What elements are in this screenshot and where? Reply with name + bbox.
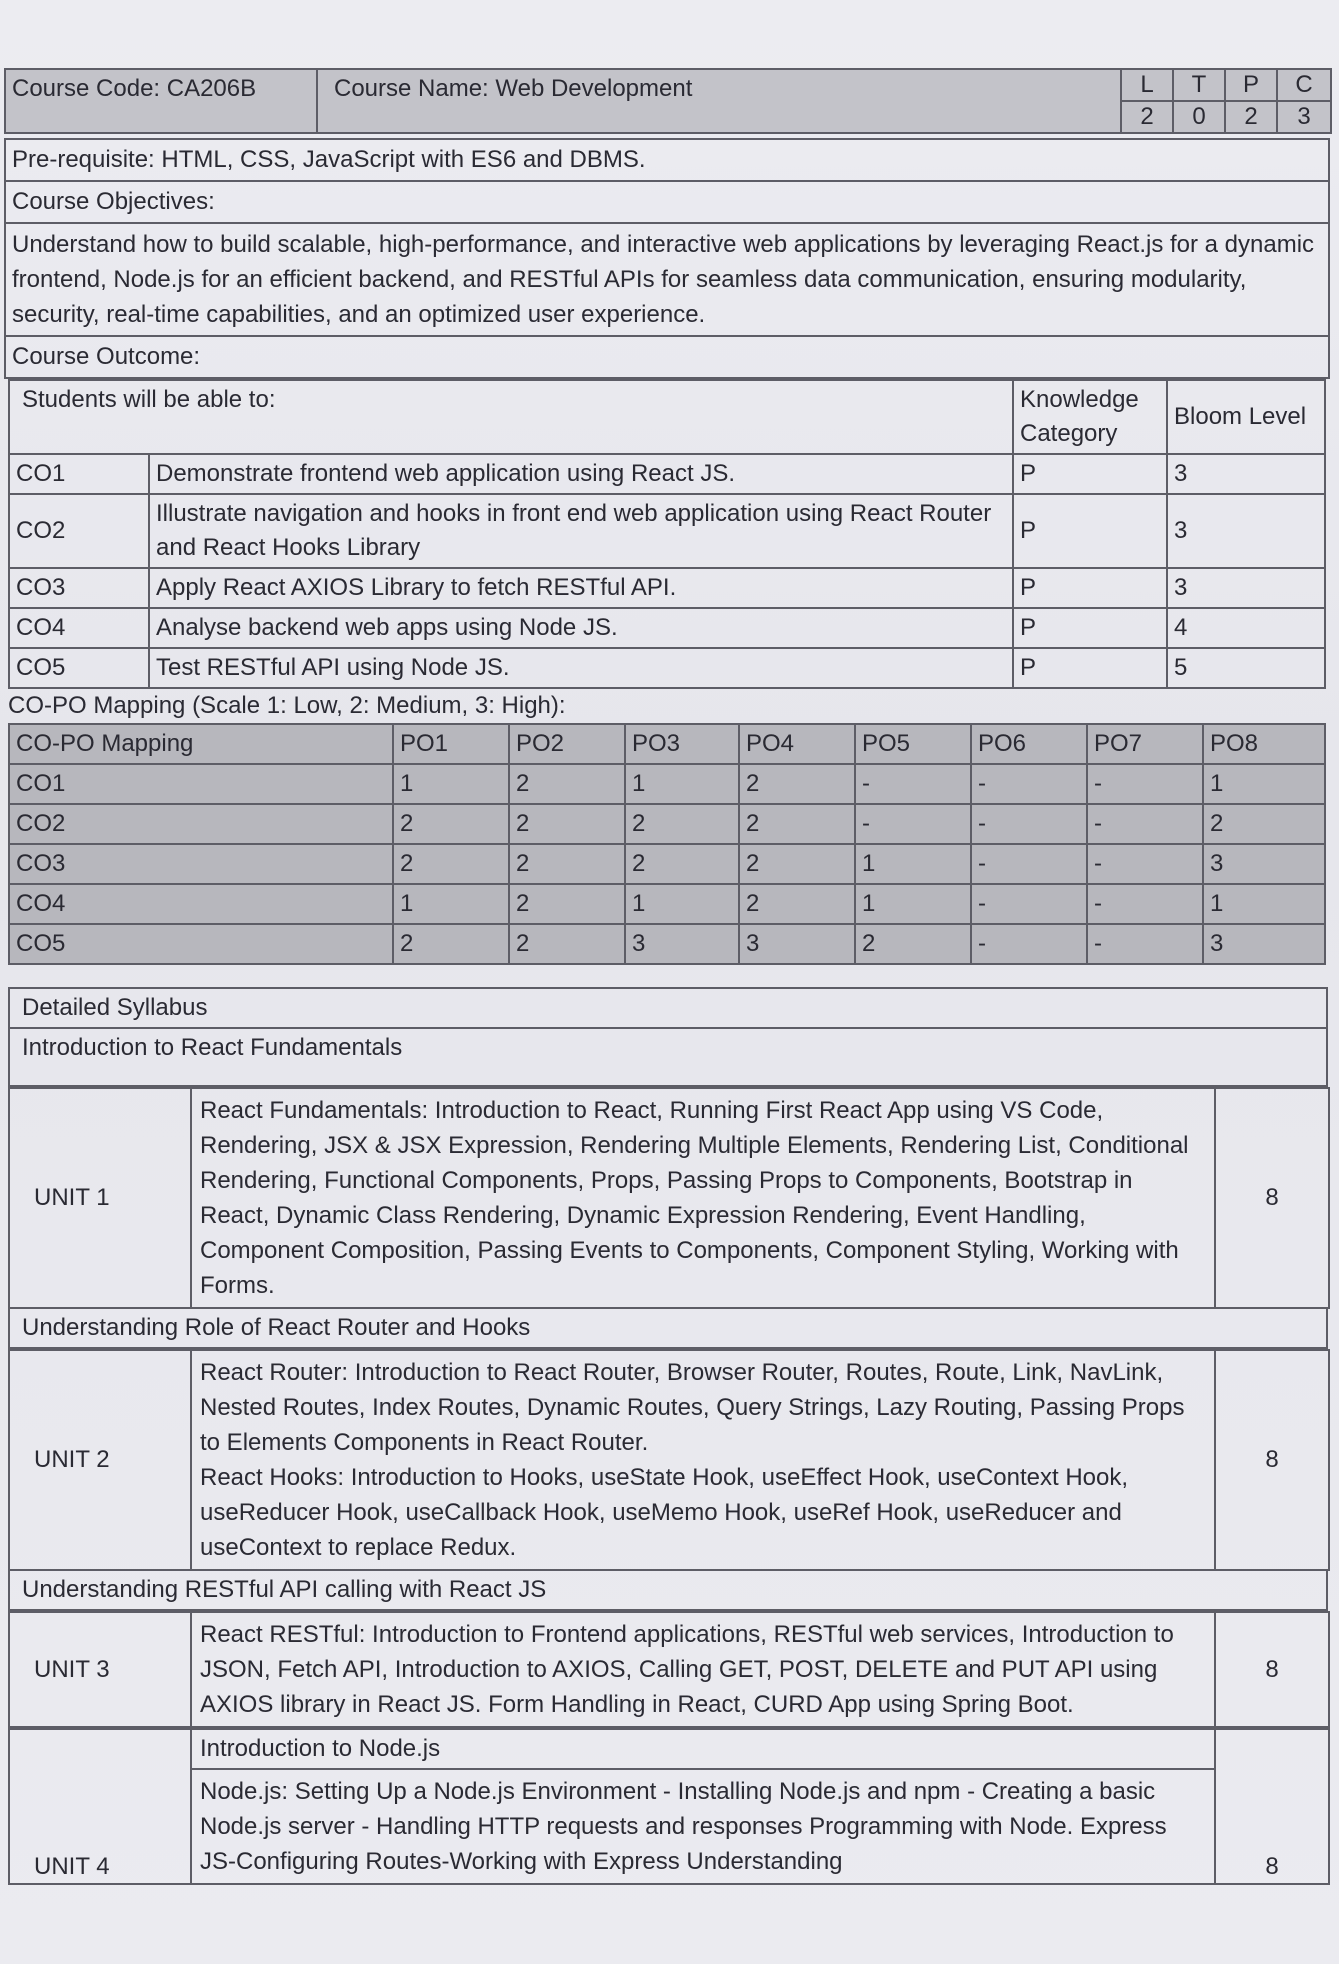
- po-header: PO7: [1087, 724, 1203, 764]
- mapping-cell: 1: [855, 844, 971, 884]
- mapping-cell: 2: [625, 844, 739, 884]
- syllabus-section: [8, 987, 1328, 1885]
- co-id: CO1: [9, 454, 149, 494]
- mapping-cell: 3: [739, 924, 855, 964]
- co-id: CO4: [9, 608, 149, 648]
- mapping-cell: 2: [509, 844, 625, 884]
- mapping-cell: 2: [509, 884, 625, 924]
- mapping-cell: 2: [509, 804, 625, 844]
- mapping-cell: -: [971, 764, 1087, 804]
- ltpc-value-l: 2: [1121, 101, 1173, 133]
- mapping-cell: -: [1087, 764, 1203, 804]
- mapping-cell: 2: [393, 844, 509, 884]
- course-header-table: [4, 68, 1332, 134]
- co-bloom: 3: [1167, 568, 1325, 608]
- mapping-cell: 2: [739, 844, 855, 884]
- mapping-co-id: CO3: [9, 844, 393, 884]
- co-knowledge: P: [1013, 648, 1167, 688]
- mapping-cell: 1: [855, 884, 971, 924]
- mapping-cell: 1: [393, 884, 509, 924]
- bloom-level-header: Bloom Level: [1167, 380, 1325, 454]
- co-description: Analyse backend web apps using Node JS.: [149, 608, 1013, 648]
- mapping-corner: CO-PO Mapping: [9, 724, 393, 764]
- unit-content-router: React Router: Introduction to React Router, Browser Router, Routes, Route, Link, NavLink, Nested Routes, Index Routes, Dynamic Routes, Query Strings, Lazy Routing, Passing Props to Elements Components in React Router.: [200, 1359, 1185, 1456]
- po-header: PO1: [393, 724, 509, 764]
- co-bloom: 5: [1167, 648, 1325, 688]
- unit-label: UNIT 2: [9, 1350, 191, 1570]
- po-header: PO6: [971, 724, 1087, 764]
- co-knowledge: P: [1013, 454, 1167, 494]
- mapping-co-id: CO1: [9, 764, 393, 804]
- mapping-co-id: CO5: [9, 924, 393, 964]
- po-header: PO2: [509, 724, 625, 764]
- mapping-cell: 2: [739, 764, 855, 804]
- po-header: PO8: [1203, 724, 1325, 764]
- co-id: CO5: [9, 648, 149, 688]
- unit-title: Understanding RESTful API calling with React JS: [8, 1571, 1328, 1611]
- course-name: Course Name: Web Development: [317, 69, 1121, 133]
- ltpc-label-l: L: [1121, 69, 1173, 101]
- unit-title: Introduction to Node.js: [191, 1729, 1215, 1769]
- co-description: Illustrate navigation and hooks in front end web application using React Router and React Hooks Library: [149, 494, 1013, 568]
- unit-label: UNIT 4: [9, 1769, 191, 1884]
- mapping-co-id: CO4: [9, 884, 393, 924]
- ltpc-value-c: 3: [1277, 101, 1331, 133]
- mapping-cell: -: [1087, 884, 1203, 924]
- unit-title: Introduction to React Fundamentals: [8, 1029, 1328, 1087]
- ltpc-label-c: C: [1277, 69, 1331, 101]
- mapping-cell: 2: [509, 924, 625, 964]
- mapping-cell: 2: [625, 804, 739, 844]
- knowledge-category-header: Knowledge Category: [1013, 380, 1167, 454]
- po-header: PO4: [739, 724, 855, 764]
- mapping-cell: 3: [1203, 924, 1325, 964]
- mapping-cell: -: [971, 804, 1087, 844]
- mapping-cell: 2: [855, 924, 971, 964]
- mapping-cell: 3: [1203, 844, 1325, 884]
- mapping-cell: 1: [393, 764, 509, 804]
- mapping-cell: 2: [739, 804, 855, 844]
- co-knowledge: P: [1013, 608, 1167, 648]
- unit-3-table: [8, 1611, 1330, 1728]
- unit-content-hooks: React Hooks: Introduction to Hooks, useState Hook, useEffect Hook, useContext Hook, useReducer Hook, useCallback Hook, useMemo Hook, useRef Hook, useReducer and useContext to replace Redux.: [200, 1464, 1129, 1561]
- ltpc-label-p: P: [1225, 69, 1277, 101]
- unit-label: UNIT 3: [9, 1612, 191, 1727]
- co-description: Demonstrate frontend web application using React JS.: [149, 454, 1013, 494]
- mapping-cell: 2: [393, 924, 509, 964]
- co-knowledge: P: [1013, 568, 1167, 608]
- mapping-cell: 1: [625, 884, 739, 924]
- mapping-cell: 2: [1203, 804, 1325, 844]
- mapping-cell: -: [971, 844, 1087, 884]
- ltpc-value-p: 2: [1225, 101, 1277, 133]
- co-knowledge: P: [1013, 494, 1167, 568]
- co-bloom: 3: [1167, 454, 1325, 494]
- unit-label: UNIT 1: [9, 1088, 191, 1308]
- co-bloom: 3: [1167, 494, 1325, 568]
- mapping-cell: 2: [393, 804, 509, 844]
- unit-content: Node.js: Setting Up a Node.js Environment - Installing Node.js and npm - Creating a basic Node.js server - Handling HTTP requests and responses Programming with Node. Express JS-Configuring Routes-Working with Express Understanding: [191, 1769, 1215, 1884]
- mapping-cell: -: [971, 884, 1087, 924]
- ltpc-label-t: T: [1173, 69, 1225, 101]
- mapping-cell: 1: [625, 764, 739, 804]
- unit-content: React Fundamentals: Introduction to React, Running First React App using VS Code, Rendering, JSX & JSX Expression, Rendering Multiple Elements, Rendering List, Conditional Rendering, Functional Components, Props, Passing Props to Components, Bootstrap in React, Dynamic Class Rendering, Dynamic Expression Rendering, Event Handling, Component Composition, Passing Events to Components, Component Styling, Working with Forms.: [191, 1088, 1215, 1308]
- mapping-cell: -: [1087, 924, 1203, 964]
- syllabus-heading: Detailed Syllabus: [8, 987, 1328, 1029]
- unit-2-table: [8, 1349, 1330, 1571]
- unit-1-table: [8, 1087, 1330, 1309]
- outcomes-heading: Course Outcome:: [4, 337, 1330, 379]
- ltpc-value-t: 0: [1173, 101, 1225, 133]
- co-id: CO2: [9, 494, 149, 568]
- mapping-cell: 1: [1203, 764, 1325, 804]
- prerequisite: Pre-requisite: HTML, CSS, JavaScript with ES6 and DBMS.: [4, 138, 1330, 182]
- mapping-cell: 2: [739, 884, 855, 924]
- co-description: Apply React AXIOS Library to fetch RESTful API.: [149, 568, 1013, 608]
- mapping-co-id: CO2: [9, 804, 393, 844]
- unit-hours: 8: [1215, 1350, 1329, 1570]
- po-header: PO3: [625, 724, 739, 764]
- po-header: PO5: [855, 724, 971, 764]
- objectives-text: Understand how to build scalable, high-performance, and interactive web applications by leveraging React.js for a dynamic frontend, Node.js for an efficient backend, and RESTful APIs for seamless data communication, ensuring modularity, security, real-time capabilities, and an optimized user experience.: [4, 224, 1330, 337]
- objectives-heading: Course Objectives:: [4, 182, 1330, 224]
- mapping-cell: -: [1087, 804, 1203, 844]
- unit-content: [191, 1350, 1215, 1570]
- co-bloom: 4: [1167, 608, 1325, 648]
- co-id: CO3: [9, 568, 149, 608]
- mapping-cell: 3: [625, 924, 739, 964]
- mapping-cell: 1: [1203, 884, 1325, 924]
- co-po-mapping-table: [8, 723, 1326, 965]
- unit-4-table: [8, 1728, 1330, 1885]
- course-code: Course Code: CA206B: [5, 69, 317, 133]
- unit-content: React RESTful: Introduction to Frontend applications, RESTful web services, Introduction to JSON, Fetch API, Introduction to AXIOS, Calling GET, POST, DELETE and PUT API using AXIOS library in React JS. Form Handling in React, CURD App using Spring Boot.: [191, 1612, 1215, 1727]
- mapping-cell: -: [971, 924, 1087, 964]
- mapping-cell: -: [855, 804, 971, 844]
- mapping-cell: -: [855, 764, 971, 804]
- unit-hours: 8: [1215, 1769, 1329, 1884]
- mapping-caption: CO-PO Mapping (Scale 1: Low, 2: Medium, 3: High):: [8, 692, 566, 719]
- course-outcome-table: [8, 379, 1326, 689]
- unit-hours: 8: [1215, 1612, 1329, 1727]
- co-description: Test RESTful API using Node JS.: [149, 648, 1013, 688]
- unit-hours: 8: [1215, 1088, 1329, 1308]
- outcomes-intro: Students will be able to:: [9, 380, 1013, 454]
- mapping-cell: -: [1087, 844, 1203, 884]
- mapping-cell: 2: [509, 764, 625, 804]
- course-document: [4, 68, 1330, 1885]
- unit-title: Understanding Role of React Router and Hooks: [8, 1309, 1328, 1349]
